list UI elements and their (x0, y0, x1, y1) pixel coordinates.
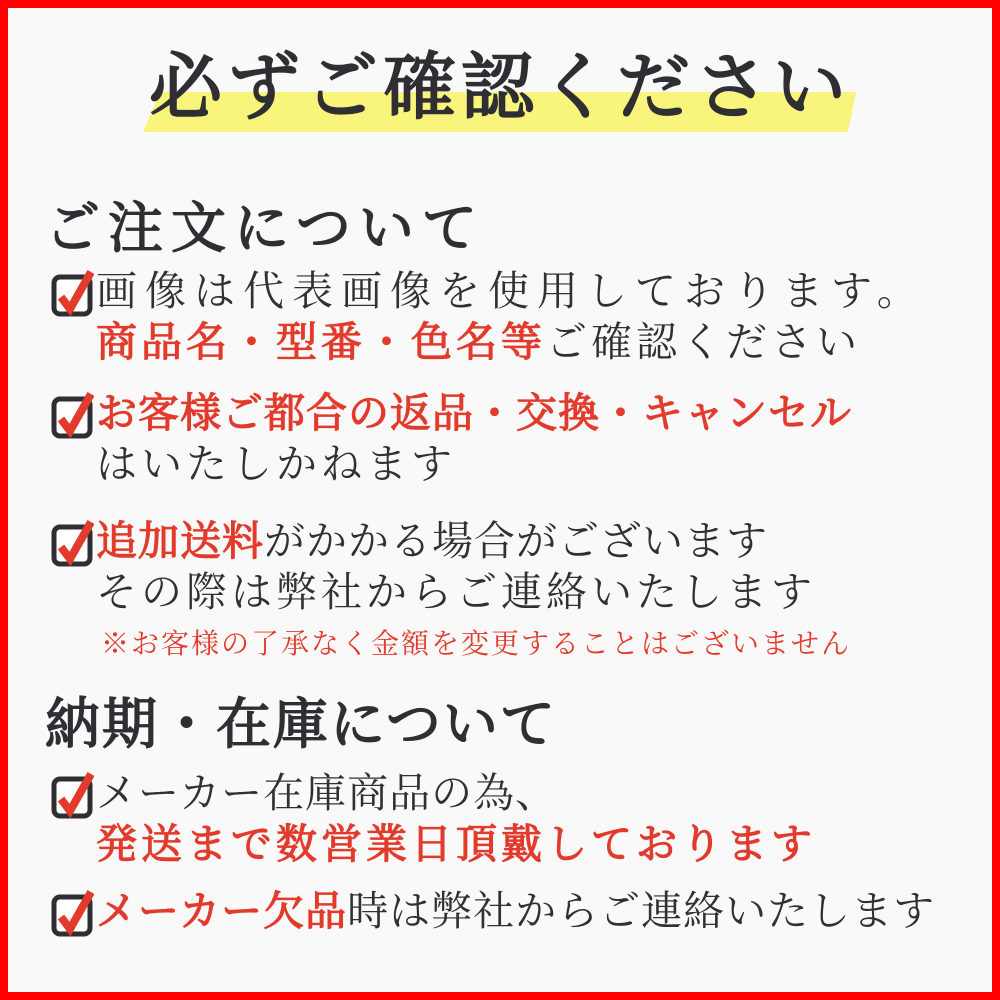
notice-item-text (96, 886, 935, 937)
notice-text-emphasis: 商品名・型番・色名等 (96, 318, 546, 366)
notice-text: メーカー在庫商品の為、 (96, 769, 558, 817)
section-heading-order: ご注文について (45, 195, 485, 260)
notice-text: がかかる場合がございます (264, 517, 768, 565)
checkbox-checked-icon (50, 516, 94, 568)
notice-item-returns (50, 388, 852, 490)
notice-item-text (96, 516, 851, 661)
notice-text: 画像は代表画像を使用しております。 (96, 267, 926, 315)
notice-item-text (96, 768, 816, 870)
notice-text: ご確認ください (546, 318, 861, 366)
notice-item-maker-shortage (50, 886, 935, 938)
notice-item-extra-shipping (50, 516, 851, 661)
notice-footnote: ※お客様の了承なく金額を変更することはございません (101, 627, 852, 660)
checkbox-checked-icon (50, 768, 94, 820)
notice-text-emphasis: メーカー欠品 (96, 887, 348, 935)
notice-item-representative-image (50, 266, 926, 368)
checkbox-checked-icon (50, 388, 94, 440)
notice-text-emphasis: お客様ご都合の返品・交換・キャンセル (96, 389, 852, 437)
notice-text: 時は弊社からご連絡いたします (347, 887, 936, 935)
notice-text-emphasis: 発送まで数営業日頂戴しております (96, 820, 816, 868)
section-heading-stock: 納期・在庫について (45, 691, 557, 756)
page-title: 必ずご確認ください (149, 44, 851, 130)
checkbox-checked-icon (50, 266, 94, 318)
notice-item-text (96, 388, 852, 490)
notice-item-maker-stock (50, 768, 816, 870)
notice-item-text (96, 266, 926, 368)
notice-text: その際は弊社からご連絡いたします (96, 568, 816, 616)
notice-text: はいたしかねます (96, 440, 456, 488)
notice-text-emphasis: 追加送料 (96, 517, 264, 565)
checkbox-checked-icon (50, 886, 94, 938)
